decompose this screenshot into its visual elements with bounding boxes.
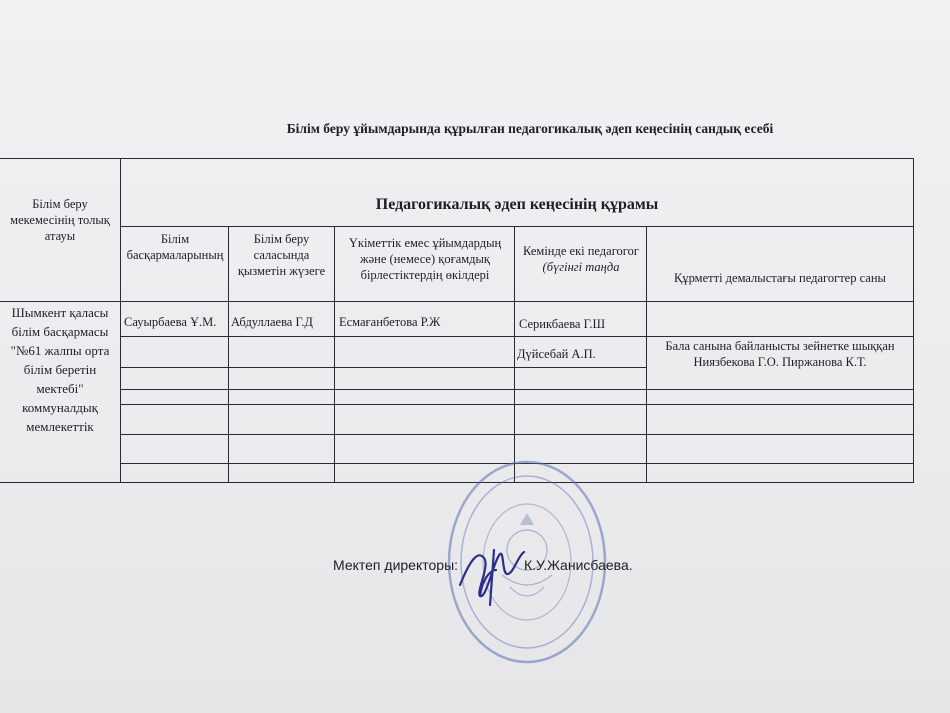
header-teachers-label: Кемінде екі педагогог [523,244,639,258]
table-line-row [120,404,914,405]
table-col-line [334,226,335,482]
cell-education-dept: Сауырбаева Ұ.М. [124,315,217,329]
header-teachers [518,243,644,275]
cell-retired-note: Бала санына байланысты зейнетке шыққан [665,339,895,353]
table-line-group [120,226,914,227]
cell-ngo: Есмағанбетова Р.Ж [339,315,441,329]
cell-org-name: Шымкент қаласы білім басқармасы "№61 жалпы орта білім беретін мектебі" коммуналдық мемлекеттік [10,305,110,434]
table-line-row [120,367,646,368]
director-name: К.У.Жанисбаева. [524,557,633,573]
table-border-top [0,158,914,159]
table-line-row [120,336,914,337]
table-line-row [120,389,914,390]
header-teachers-note: (бүгінгі таңда [542,260,620,274]
cell-teacher-2: Дүйсебай А.П. [517,347,596,361]
header-org-name: Білім беру мекемесінің толық атауы [10,197,110,243]
table-col-line [514,226,515,482]
header-retired: Құрметті демалыстағы педагогтер саны [674,271,886,285]
cell-education-workers: Абдуллаева Г.Д [231,315,313,329]
page-title: Білім беру ұйымдарында құрылған педагогикалық әдеп кеңесінің сандық есебі [286,121,774,136]
table-col-line [646,226,647,482]
table-line-row [120,434,914,435]
header-education-workers: Білім беру саласында қызметін жүзеге [237,232,326,278]
header-council-composition: Педагогикалық әдеп кеңесінің құрамы [375,196,659,213]
table-line-header [0,301,914,302]
cell-retired [648,338,912,370]
director-label: Мектеп директоры: [333,557,459,573]
cell-teacher-1: Серикбаева Г.Ш [519,317,606,331]
table-col-line [228,226,229,482]
cell-retired-names: Ниязбекова Г.О. Пиржанова К.Т. [693,355,867,369]
header-ngo: Үкіметтік емес ұйымдардың және (немесе) қоғамдық бірлестіктердің өкілдері [348,236,502,282]
header-education-dept: Білім басқармаларының [126,232,224,262]
